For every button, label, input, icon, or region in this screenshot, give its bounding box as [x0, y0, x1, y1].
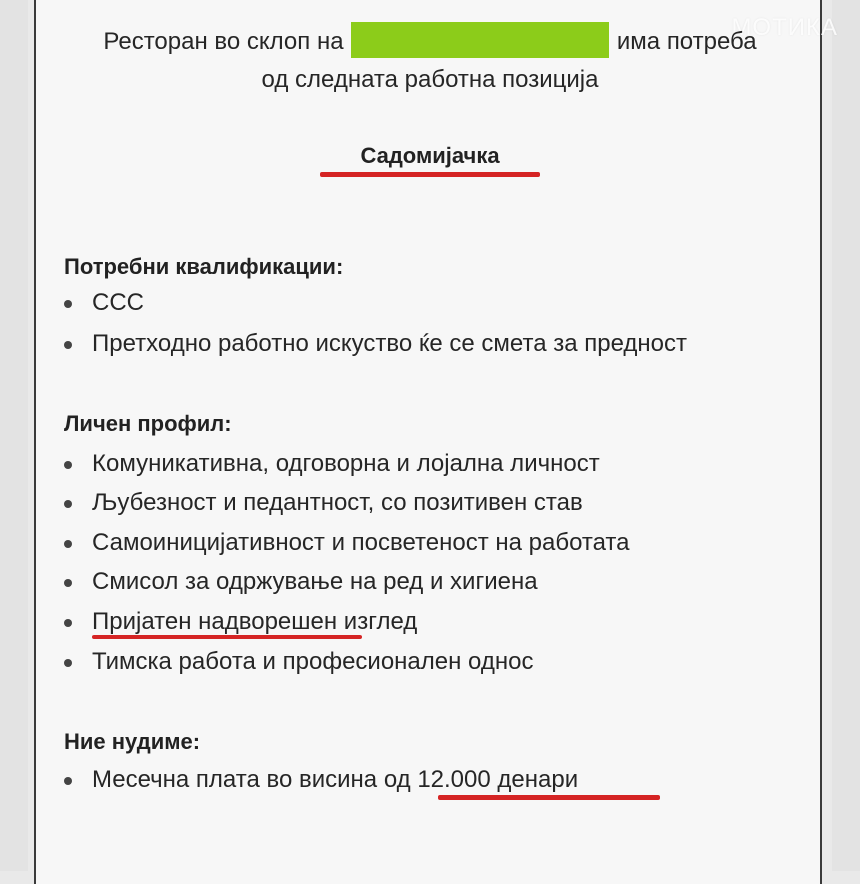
profile-item: Смисол за одржување на ред и хигиена: [92, 568, 538, 595]
profile-heading: Личен профил:: [64, 411, 232, 436]
watermark: МОТИКА: [731, 14, 838, 41]
intro-text-before: Ресторан во склоп на: [103, 28, 344, 55]
intro-line-1: [0, 22, 860, 61]
bullet: [64, 461, 72, 469]
bullet: [64, 500, 72, 508]
bullet: [64, 659, 72, 667]
profile-item: Комуникативна, одговорна и лојална личност: [92, 450, 600, 477]
qualifications-heading: Потребни квалификации:: [64, 254, 344, 279]
right-margin: [832, 0, 860, 871]
intro-text-after: има потреба: [616, 28, 757, 55]
left-margin: [0, 0, 28, 871]
intro-line-2: од следната работна позиција: [261, 66, 599, 93]
bullet: [64, 341, 72, 349]
offer-heading: Ние нудиме:: [64, 729, 201, 754]
bullet: [64, 579, 72, 587]
bullet: [64, 619, 72, 627]
redacted-name-block: [351, 22, 609, 58]
salary-underline: [438, 795, 660, 800]
profile-item: Љубезност и педантност, со позитивен став: [92, 489, 583, 516]
position-title: Садомијачка: [360, 143, 500, 168]
offer-item: Месечна плата во висина од 12.000 денари: [92, 766, 579, 793]
title-underline: [320, 172, 540, 177]
bullet: [64, 540, 72, 548]
appearance-underline: [92, 635, 362, 639]
qualification-item: Претходно работно искуство ќе се смета за предност: [92, 330, 687, 357]
qualification-item: ССС: [92, 289, 144, 316]
profile-item: Самоиницијативност и посветеност на работата: [92, 529, 630, 556]
bullet: [64, 300, 72, 308]
profile-item: Пријатен надворешен изглед: [92, 608, 418, 635]
profile-item: Тимска работа и професионален однос: [92, 648, 534, 675]
bullet: [64, 777, 72, 785]
